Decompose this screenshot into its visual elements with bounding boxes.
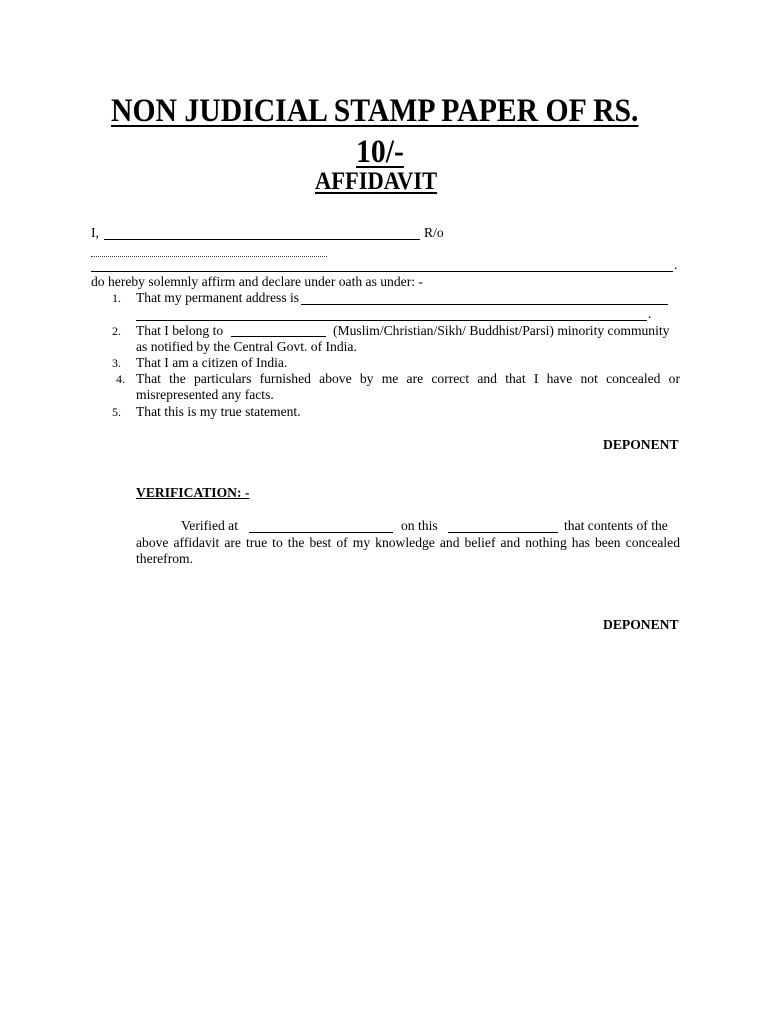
item-3-number: 3. bbox=[112, 356, 121, 370]
item-4-text-a: That the particulars furnished above by me are correct and that I have not concealed or bbox=[136, 371, 680, 386]
on-this-label: on this bbox=[401, 518, 438, 533]
item-1-number: 1. bbox=[112, 291, 121, 305]
address-blank-line-2[interactable] bbox=[136, 320, 647, 321]
item-2-text-a: That I belong to bbox=[136, 323, 224, 338]
item-2-text-c: as notified by the Central Govt. of India. bbox=[136, 339, 357, 354]
community-blank-line[interactable] bbox=[231, 336, 326, 337]
verified-at-label: Verified at bbox=[181, 518, 238, 533]
deponent-label-1: DEPONENT bbox=[603, 437, 679, 452]
item-5-text: That this is my true statement. bbox=[136, 404, 301, 419]
intro-i-label: I, bbox=[91, 225, 99, 240]
that-contents-label: that contents of the bbox=[564, 518, 668, 533]
verification-line-2: above affidavit are true to the best of my knowledge and belief and nothing has been concealed bbox=[136, 535, 680, 550]
heading-stamp-paper: NON JUDICIAL STAMP PAPER OF RS. bbox=[111, 93, 639, 129]
name-blank-line[interactable] bbox=[104, 239, 420, 240]
deponent-label-2: DEPONENT bbox=[603, 617, 679, 632]
heading-affidavit: AFFIDAVIT bbox=[315, 168, 438, 195]
address-period: . bbox=[648, 306, 652, 321]
item-4-number: 4. bbox=[116, 372, 125, 386]
item-2-text-b: (Muslim/Christian/Sikh/ Buddhist/Parsi) minority community bbox=[333, 323, 670, 338]
residence-blank-line[interactable] bbox=[91, 271, 673, 272]
item-4-text-b: misrepresented any facts. bbox=[136, 387, 274, 402]
item-5-number: 5. bbox=[112, 405, 121, 419]
date-blank-line[interactable] bbox=[448, 532, 558, 533]
item-3-text: That I am a citizen of India. bbox=[136, 355, 288, 370]
address-blank-line-1[interactable] bbox=[301, 304, 668, 305]
intro-ro-label: R/o bbox=[424, 225, 444, 240]
verification-line-3: therefrom. bbox=[136, 551, 193, 566]
item-1-text: That my permanent address is bbox=[136, 290, 300, 305]
item-2-number: 2. bbox=[112, 324, 121, 338]
residence-period: . bbox=[674, 257, 678, 272]
verification-title: VERIFICATION: - bbox=[136, 485, 250, 500]
declaration-text: do hereby solemnly affirm and declare under oath as under: - bbox=[91, 274, 423, 289]
place-blank-line[interactable] bbox=[249, 532, 393, 533]
heading-amount: 10/- bbox=[356, 134, 404, 170]
residence-dotted-line[interactable] bbox=[91, 256, 327, 257]
